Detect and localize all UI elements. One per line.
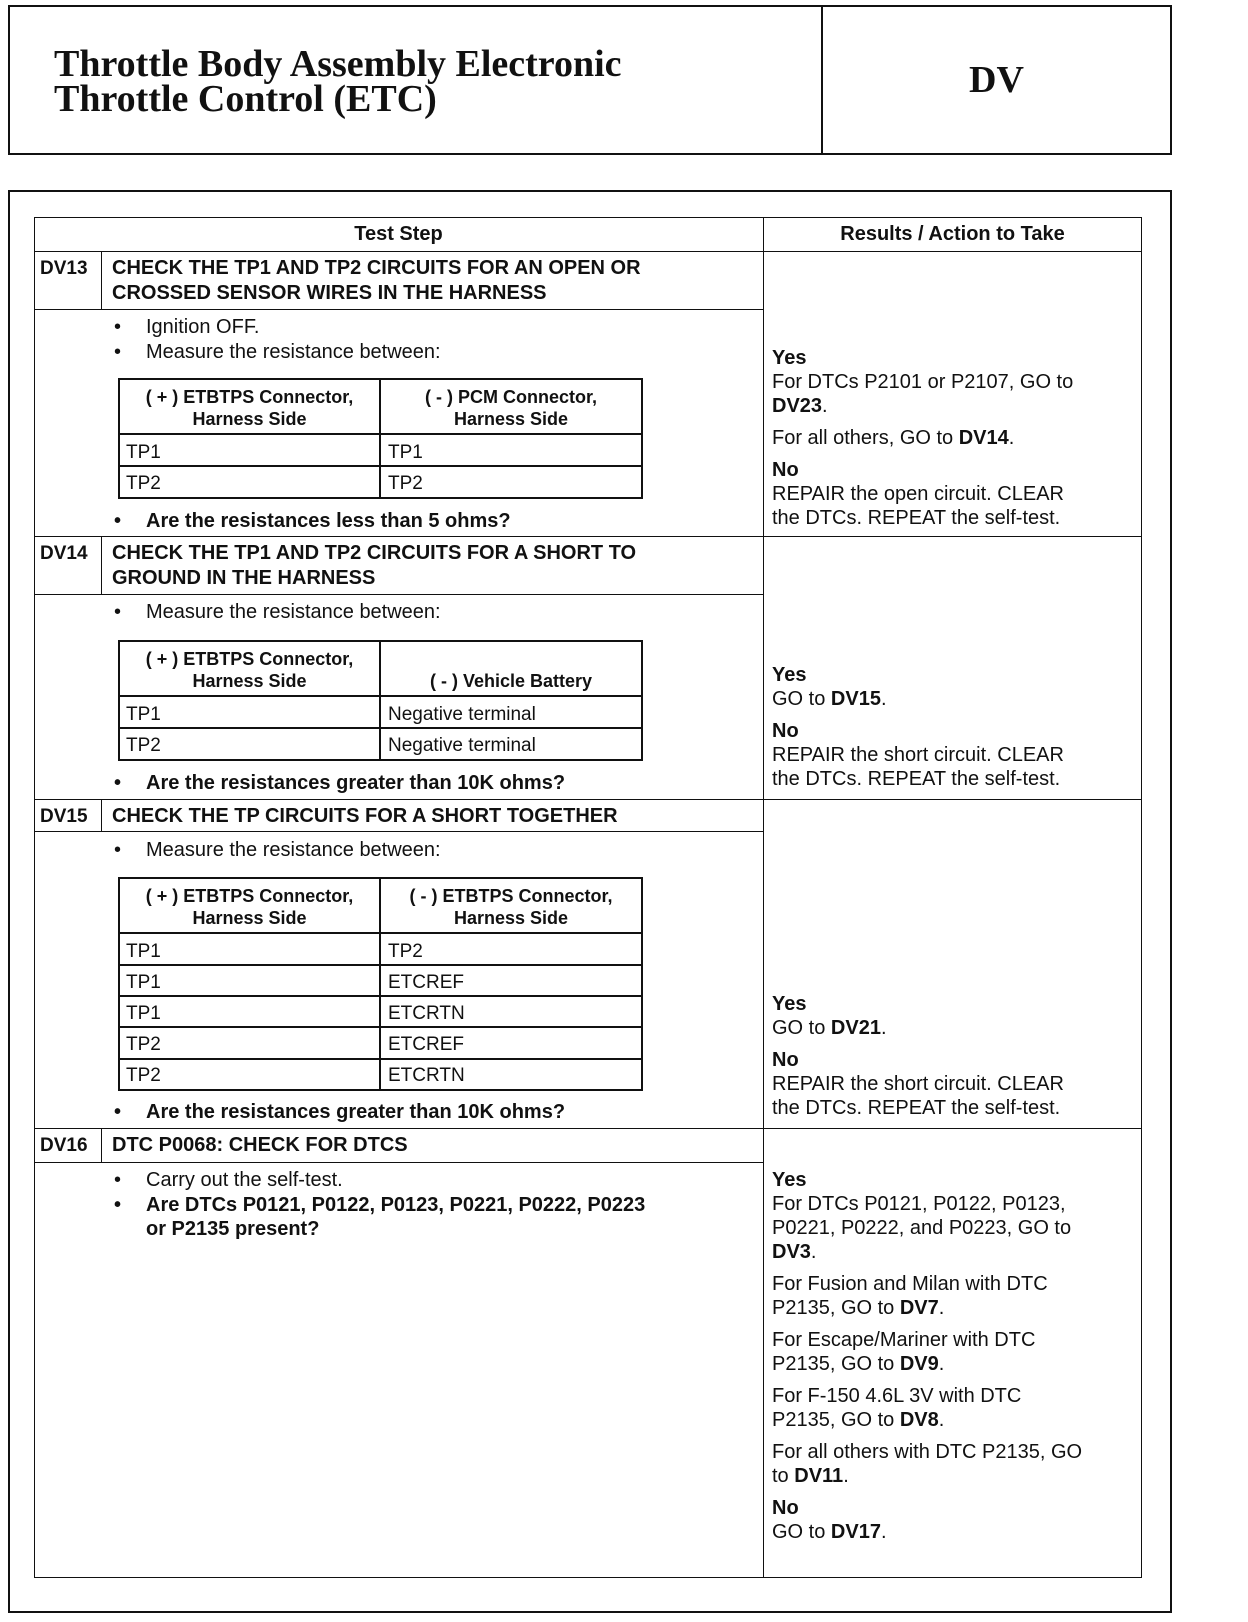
table-header-line (34, 251, 1142, 252)
result-item (772, 1440, 1142, 1488)
meas-header-text: Harness Side (453, 908, 569, 928)
step-ref: DV7 (899, 1297, 939, 1319)
step-title-line1: CHECK THE TP CIRCUITS FOR A SHORT TOGETHER (112, 805, 618, 827)
meas-cell: ETCRTN (388, 1003, 465, 1024)
meas-header-text: ( + ) ETBTPS Connector, (145, 387, 354, 407)
measurement-row-line (120, 465, 641, 467)
measurement-row-line (120, 932, 641, 934)
meas-cell: ETCREF (388, 972, 464, 993)
step-title-line2: CROSSED SENSOR WIRES IN THE HARNESS (112, 282, 547, 304)
measurement-col1-header (120, 386, 379, 430)
result-text: REPAIR the short circuit. CLEAR (772, 744, 1064, 766)
result-item (772, 1520, 1142, 1544)
bullet: • Measure the resistance between: (146, 340, 441, 364)
step-title-line (34, 831, 763, 832)
result-tail: . (880, 688, 887, 710)
step-id-separator (101, 251, 102, 309)
step-title-line1: DTC P0068: CHECK FOR DTCS (112, 1134, 408, 1156)
result-text: For DTCs P2101 or P2107, GO to (772, 371, 1074, 393)
result-text: P2135, GO to (772, 1409, 895, 1431)
question-line: or P2135 present? (146, 1218, 320, 1240)
step-ref: DV15 (830, 688, 881, 710)
measurement-col2-header (381, 386, 641, 430)
step-title-line1: CHECK THE TP1 AND TP2 CIRCUITS FOR AN OPEN OR (112, 257, 641, 279)
measurement-col1-header (120, 648, 379, 692)
bullet: • Carry out the self-test. (146, 1168, 343, 1192)
yes-label: Yes (772, 993, 807, 1015)
meas-header-text: Harness Side (453, 409, 569, 429)
result-text: the DTCs. REPEAT the self-test. (772, 768, 1061, 790)
step-title (112, 256, 641, 306)
measurement-row-line (120, 995, 641, 997)
step-title-line (34, 594, 763, 595)
measurement-row-line (120, 433, 641, 435)
result-tail: . (938, 1297, 945, 1319)
page-title-line2: Throttle Control (ETC) (54, 78, 437, 120)
result-tail: . (880, 1521, 887, 1543)
meas-cell: TP1 (126, 1003, 161, 1024)
results-dv15 (772, 992, 1142, 1120)
step-id-separator (101, 799, 102, 831)
step-title (112, 804, 618, 829)
step-ref: DV3 (772, 1241, 811, 1263)
results-dv14 (772, 663, 1142, 791)
step-title (112, 541, 636, 591)
result-item (772, 1272, 1142, 1320)
result-tail: . (938, 1409, 945, 1431)
step-title (112, 1133, 408, 1158)
table-bottom-line (34, 1577, 1142, 1578)
no-label: No (772, 1497, 799, 1519)
meas-header-text: ( + ) ETBTPS Connector, (145, 886, 354, 906)
result-text: For Fusion and Milan with DTC (772, 1273, 1048, 1295)
result-text: GO to (772, 688, 826, 710)
step-id-separator (101, 536, 102, 594)
measurement-row-line (120, 695, 641, 697)
table-top-line (34, 217, 1142, 218)
result-item (772, 426, 1142, 450)
meas-header-text: ( + ) ETBTPS Connector, (145, 649, 354, 669)
table-mid-line (763, 217, 764, 1578)
measurement-table (118, 877, 643, 1091)
result-text: REPAIR the open circuit. CLEAR (772, 483, 1064, 505)
page-header (8, 5, 1172, 155)
result-tail: . (810, 1241, 817, 1263)
step-id: DV13 (40, 258, 88, 279)
meas-cell: TP2 (126, 473, 161, 494)
step-divider (34, 536, 1142, 537)
step-question: • Are the resistances greater than 10K ohms? (146, 1100, 565, 1124)
bullet: • Measure the resistance between: (146, 600, 441, 624)
meas-cell: TP2 (126, 1065, 161, 1086)
step-divider (34, 799, 1142, 800)
meas-cell: TP2 (388, 941, 423, 962)
meas-header-text: Harness Side (192, 409, 307, 429)
result-text: GO to (772, 1017, 826, 1039)
step-id: DV15 (40, 806, 88, 827)
step-title-line1: CHECK THE TP1 AND TP2 CIRCUITS FOR A SHORT TO (112, 542, 637, 564)
meas-cell: TP1 (388, 442, 423, 463)
question-line: • Are DTCs P0121, P0122, P0123, P0221, P0222, P0223 (146, 1194, 646, 1216)
no-label: No (772, 720, 799, 742)
result-item (772, 370, 1142, 418)
meas-cell: TP1 (126, 704, 161, 725)
result-text: For F-150 4.6L 3V with DTC (772, 1385, 1022, 1407)
step-question: • Are the resistances less than 5 ohms? (146, 509, 511, 533)
col-header-results: Results / Action to Take (840, 223, 1065, 245)
result-text: P2135, GO to (772, 1297, 895, 1319)
yes-label: Yes (772, 664, 807, 686)
step-ref: DV23 (772, 395, 823, 417)
section-code: DV (969, 59, 1024, 101)
table-left-line (34, 217, 35, 1578)
measurement-col1-header (120, 885, 379, 929)
col-header-test-step: Test Step (354, 223, 443, 245)
step-question: • Are the resistances greater than 10K ohms? (146, 771, 565, 795)
step-id: DV16 (40, 1135, 88, 1156)
result-text: to (772, 1465, 789, 1487)
result-text: P2135, GO to (772, 1353, 895, 1375)
results-dv13 (772, 346, 1142, 530)
no-label: No (772, 459, 799, 481)
result-text: For all others, GO to (772, 427, 954, 449)
result-item (772, 1384, 1142, 1432)
meas-cell: TP2 (126, 1034, 161, 1055)
no-label: No (772, 1049, 799, 1071)
step-divider (34, 1128, 1142, 1129)
result-text: For all others with DTC P2135, GO (772, 1441, 1083, 1463)
result-text: P0221, P0222, and P0223, GO to (772, 1217, 1072, 1239)
result-tail: . (822, 395, 828, 417)
step-question (146, 1193, 645, 1241)
results-dv16 (772, 1168, 1142, 1544)
step-title-line (34, 309, 763, 310)
meas-cell: TP2 (126, 735, 161, 756)
measurement-col2-header (381, 885, 641, 929)
meas-header-text: ( - ) Vehicle Battery (429, 671, 593, 691)
result-text: For DTCs P0121, P0122, P0123, (772, 1193, 1066, 1215)
measurement-row-line (120, 964, 641, 966)
step-ref: DV9 (899, 1353, 939, 1375)
result-text: For Escape/Mariner with DTC (772, 1329, 1036, 1351)
meas-header-text: Harness Side (192, 908, 307, 928)
page-title (54, 43, 814, 120)
result-item (772, 687, 1142, 711)
result-tail: . (843, 1465, 849, 1487)
step-title-line2: GROUND IN THE HARNESS (112, 567, 376, 589)
bullet: • Ignition OFF. (146, 315, 259, 339)
result-item (772, 1328, 1142, 1376)
result-item (772, 1016, 1142, 1040)
result-tail: . (880, 1017, 887, 1039)
yes-label: Yes (772, 1169, 807, 1191)
result-tail: . (938, 1353, 945, 1375)
result-tail: . (1008, 427, 1015, 449)
measurement-col-line (379, 642, 381, 759)
meas-header-text: ( - ) PCM Connector, (425, 387, 597, 407)
meas-cell: TP1 (126, 972, 161, 993)
meas-header-text: Harness Side (192, 671, 307, 691)
result-text: the DTCs. REPEAT the self-test. (772, 507, 1061, 529)
result-text: REPAIR the short circuit. CLEAR (772, 1073, 1064, 1095)
meas-cell: TP2 (388, 473, 423, 494)
step-ref: DV14 (958, 427, 1009, 449)
measurement-table (118, 640, 643, 761)
bullet: • Measure the resistance between: (146, 838, 441, 862)
measurement-col2-header (381, 670, 641, 692)
step-title-line (34, 1162, 763, 1163)
measurement-row-line (120, 1058, 641, 1060)
result-text: GO to (772, 1521, 826, 1543)
measurement-row-line (120, 1026, 641, 1028)
step-ref: DV17 (830, 1521, 881, 1543)
meas-cell: TP1 (126, 442, 161, 463)
meas-cell: Negative terminal (388, 704, 536, 725)
result-item (772, 1192, 1142, 1264)
meas-header-text: ( - ) ETBTPS Connector, (409, 886, 613, 906)
page-title-line1: Throttle Body Assembly Electronic (54, 43, 622, 85)
measurement-row-line (120, 727, 641, 729)
step-ref: DV8 (899, 1409, 939, 1431)
meas-cell: Negative terminal (388, 735, 536, 756)
meas-cell: ETCRTN (388, 1065, 465, 1086)
meas-cell: ETCREF (388, 1034, 464, 1055)
meas-cell: TP1 (126, 941, 161, 962)
step-id: DV14 (40, 543, 88, 564)
step-id-separator (101, 1128, 102, 1162)
measurement-table (118, 378, 643, 499)
step-ref: DV21 (830, 1017, 881, 1039)
result-text: the DTCs. REPEAT the self-test. (772, 1097, 1061, 1119)
yes-label: Yes (772, 347, 807, 369)
step-ref: DV11 (794, 1465, 844, 1487)
